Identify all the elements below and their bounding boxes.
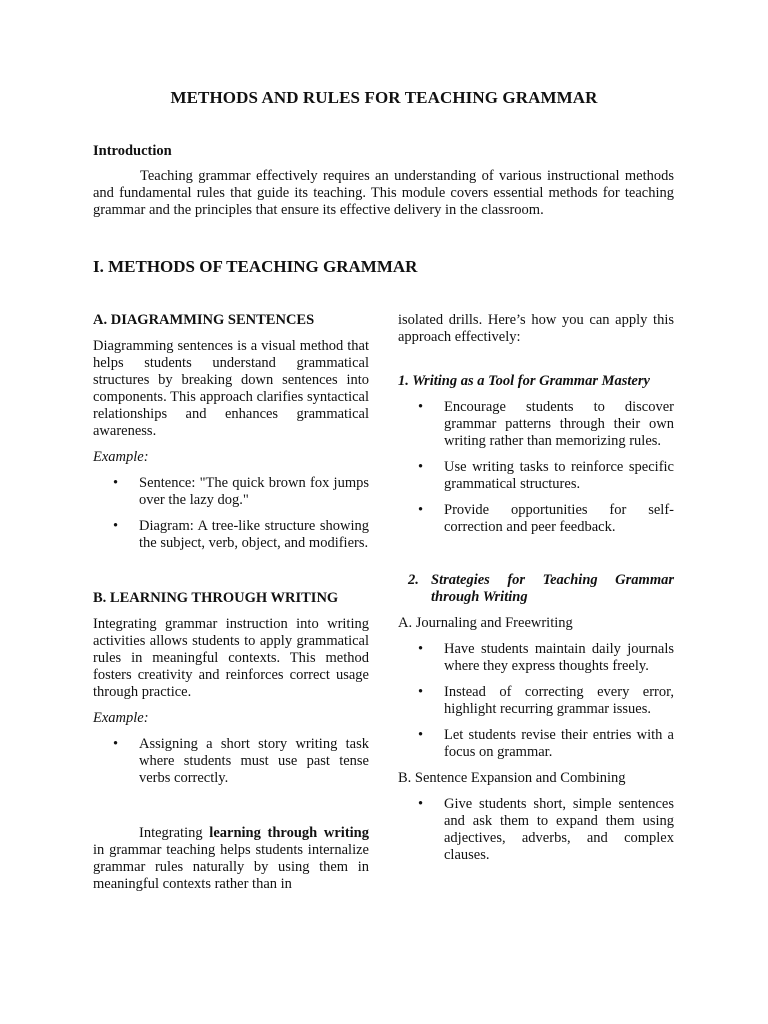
list-item: • Let students revise their entries with a focus on grammar.	[418, 727, 674, 760]
diagramming-example-list	[93, 475, 369, 552]
list-item: • Instead of correcting every error, highlight recurring grammar issues.	[418, 684, 674, 717]
diagramming-paragraph: Diagramming sentences is a visual method that helps students understand grammatical structures by breaking down sentences into components. This approach clarifies syntactical relationships and enhances grammatical awareness.	[93, 338, 369, 439]
list-item: • Use writing tasks to reinforce specific grammatical structures.	[418, 459, 674, 492]
subheading-journaling: A. Journaling and Freewriting	[398, 615, 573, 631]
journaling-list	[398, 641, 674, 761]
bullet-icon: •	[113, 475, 119, 491]
bullet-icon: •	[418, 684, 424, 700]
bullet-icon: •	[418, 727, 424, 743]
intro-heading: Introduction	[93, 143, 172, 159]
continuation-paragraph: isolated drills. Here’s how you can apply this approach effectively:	[398, 312, 674, 345]
bullet-icon: •	[113, 518, 119, 534]
left-column	[93, 312, 369, 893]
writing-tool-list	[398, 399, 674, 536]
intro-paragraph: Teaching grammar effectively requires an understanding of various instructional methods and fundamental rules that guide its teaching. This module covers essential methods for teaching grammar and the principles that ensure its effective delivery in the classroom.	[93, 168, 674, 218]
example-label: Example:	[93, 449, 149, 465]
list-item: • Sentence: "The quick brown fox jumps over the lazy dog."	[113, 475, 369, 508]
bullet-icon: •	[418, 399, 424, 415]
list-item: • Encourage students to discover grammar patterns through their own writing rather than memorizing rules.	[418, 399, 674, 449]
sentence-expansion-list	[398, 796, 674, 864]
heading-strategies: 2. Strategies for Teaching Grammar through Writing	[408, 572, 674, 605]
bullet-icon: •	[113, 736, 119, 752]
subsection-heading-diagramming: A. DIAGRAMMING SENTENCES	[93, 312, 315, 328]
document-title: METHODS AND RULES FOR TEACHING GRAMMAR	[170, 88, 598, 107]
writing-example-list	[93, 736, 369, 787]
closing-paragraph: Integrating learning through writing in grammar teaching helps students internalize grammar rules naturally by using them in meaningful contexts rather than in	[93, 825, 369, 892]
subsection-heading-writing: B. LEARNING THROUGH WRITING	[93, 590, 339, 606]
bullet-icon: •	[418, 796, 424, 812]
list-item: • Provide opportunities for self-correction and peer feedback.	[418, 502, 674, 535]
list-item: • Have students maintain daily journals where they express thoughts freely.	[418, 641, 674, 674]
section-heading-methods: I. METHODS OF TEACHING GRAMMAR	[93, 257, 418, 276]
subheading-sentence-expansion: B. Sentence Expansion and Combining	[398, 770, 626, 786]
bullet-icon: •	[418, 641, 424, 657]
writing-paragraph: Integrating grammar instruction into writing activities allows students to apply grammatical rules in meaningful contexts. This method fosters creativity and reinforces correct usage through practice.	[93, 616, 369, 700]
list-item: • Give students short, simple sentences and ask them to expand them using adjectives, adverbs, and complex clauses.	[418, 796, 674, 863]
right-column	[398, 312, 674, 864]
list-item: • Diagram: A tree-like structure showing the subject, verb, object, and modifiers.	[113, 518, 369, 551]
heading-writing-tool: 1. Writing as a Tool for Grammar Mastery	[398, 373, 650, 389]
example-label: Example:	[93, 710, 149, 726]
bullet-icon: •	[418, 502, 424, 518]
list-item: • Assigning a short story writing task where students must use past tense verbs correctly.	[113, 736, 369, 786]
bullet-icon: •	[418, 459, 424, 475]
